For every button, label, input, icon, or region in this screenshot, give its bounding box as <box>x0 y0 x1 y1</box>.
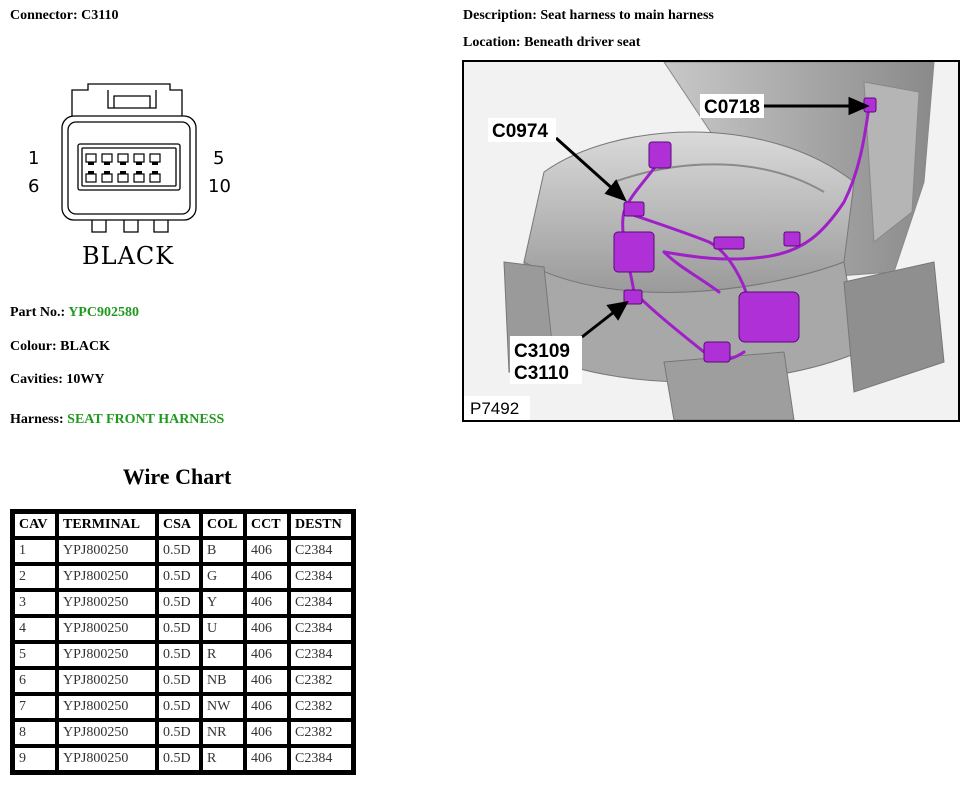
cell-cav: 7 <box>13 694 57 720</box>
cell-csa: 0.5D <box>157 564 201 590</box>
cell-terminal: YPJ800250 <box>57 538 157 564</box>
cell-cav: 2 <box>13 564 57 590</box>
cell-destn: C2384 <box>289 564 353 590</box>
cell-csa: 0.5D <box>157 538 201 564</box>
connector-label: Connector: <box>10 8 78 23</box>
header-csa: CSA <box>157 512 201 538</box>
part-no-row <box>10 305 139 321</box>
cell-destn: C2384 <box>289 746 353 772</box>
cell-cav: 8 <box>13 720 57 746</box>
cell-cct: 406 <box>245 616 289 642</box>
harness-link[interactable]: SEAT FRONT HARNESS <box>67 412 225 427</box>
header-destn: DESTN <box>289 512 353 538</box>
cell-destn: C2384 <box>289 642 353 668</box>
connector-face-diagram <box>20 82 240 272</box>
cell-terminal: YPJ800250 <box>57 694 157 720</box>
table-row <box>13 746 353 772</box>
connector-value: C3110 <box>81 8 119 23</box>
cavities-row <box>10 372 105 388</box>
pin-6-label: 6 <box>28 176 40 197</box>
cell-cct: 406 <box>245 590 289 616</box>
cell-cct: 406 <box>245 720 289 746</box>
cell-cct: 406 <box>245 538 289 564</box>
cell-csa: 0.5D <box>157 616 201 642</box>
table-row <box>13 538 353 564</box>
harness-label: Harness: <box>10 412 64 427</box>
colour-label: Colour: <box>10 339 57 354</box>
cell-destn: C2384 <box>289 616 353 642</box>
cell-cct: 406 <box>245 668 289 694</box>
location-label: Location: <box>463 35 521 50</box>
cell-col: NW <box>201 694 245 720</box>
table-row <box>13 642 353 668</box>
table-row <box>13 590 353 616</box>
cell-csa: 0.5D <box>157 746 201 772</box>
description-row <box>463 8 714 24</box>
table-row <box>13 720 353 746</box>
cell-col: R <box>201 746 245 772</box>
callout-c0974: C0974 <box>492 121 548 142</box>
cell-cav: 5 <box>13 642 57 668</box>
cell-csa: 0.5D <box>157 668 201 694</box>
cell-cct: 406 <box>245 642 289 668</box>
cell-cav: 1 <box>13 538 57 564</box>
cell-cav: 9 <box>13 746 57 772</box>
cell-col: NB <box>201 668 245 694</box>
cell-terminal: YPJ800250 <box>57 746 157 772</box>
cell-cct: 406 <box>245 746 289 772</box>
cell-terminal: YPJ800250 <box>57 720 157 746</box>
wire-chart-title: Wire Chart <box>122 464 232 489</box>
colour-value: BLACK <box>60 339 110 354</box>
cell-destn: C2382 <box>289 668 353 694</box>
cell-destn: C2384 <box>289 590 353 616</box>
table-row <box>13 694 353 720</box>
header-cct: CCT <box>245 512 289 538</box>
cell-csa: 0.5D <box>157 720 201 746</box>
table-row <box>13 616 353 642</box>
cell-destn: C2384 <box>289 538 353 564</box>
table-row <box>13 564 353 590</box>
cell-cav: 3 <box>13 590 57 616</box>
connector-heading <box>10 8 119 24</box>
seat-illustration <box>464 62 958 420</box>
header-col: COL <box>201 512 245 538</box>
location-photo <box>462 60 960 422</box>
pin-5-label: 5 <box>213 148 225 169</box>
header-terminal: TERMINAL <box>57 512 157 538</box>
header-cav: CAV <box>13 512 57 538</box>
part-no-label: Part No.: <box>10 305 66 320</box>
cell-csa: 0.5D <box>157 642 201 668</box>
cavities-value: 10WY <box>66 372 105 387</box>
cell-terminal: YPJ800250 <box>57 668 157 694</box>
cell-col: B <box>201 538 245 564</box>
callout-c3110: C3110 <box>514 363 569 384</box>
description-label: Description: <box>463 8 537 23</box>
table-header-row <box>13 512 353 538</box>
cell-col: G <box>201 564 245 590</box>
cell-cct: 406 <box>245 564 289 590</box>
pin-1-label: 1 <box>28 148 40 169</box>
cell-terminal: YPJ800250 <box>57 590 157 616</box>
cell-terminal: YPJ800250 <box>57 564 157 590</box>
location-value: Beneath driver seat <box>524 35 641 50</box>
colour-row <box>10 339 110 355</box>
part-no-link[interactable]: YPC902580 <box>68 305 139 320</box>
table-row <box>13 668 353 694</box>
cell-terminal: YPJ800250 <box>57 642 157 668</box>
cell-col: Y <box>201 590 245 616</box>
cell-col: NR <box>201 720 245 746</box>
pin-10-label: 10 <box>208 176 231 197</box>
callout-c3109: C3109 <box>514 341 570 362</box>
description-value: Seat harness to main harness <box>540 8 714 23</box>
cell-cav: 6 <box>13 668 57 694</box>
cavities-label: Cavities: <box>10 372 63 387</box>
cell-cav: 4 <box>13 616 57 642</box>
wire-chart-table <box>10 509 356 775</box>
cell-destn: C2382 <box>289 694 353 720</box>
location-row <box>463 35 640 51</box>
cell-col: U <box>201 616 245 642</box>
cell-csa: 0.5D <box>157 694 201 720</box>
cell-csa: 0.5D <box>157 590 201 616</box>
cell-destn: C2382 <box>289 720 353 746</box>
cell-col: R <box>201 642 245 668</box>
image-reference: P7492 <box>470 399 520 418</box>
cell-terminal: YPJ800250 <box>57 616 157 642</box>
harness-row <box>10 412 224 428</box>
callout-c0718: C0718 <box>704 97 760 118</box>
cell-cct: 406 <box>245 694 289 720</box>
connector-color-text: BLACK <box>82 242 175 270</box>
